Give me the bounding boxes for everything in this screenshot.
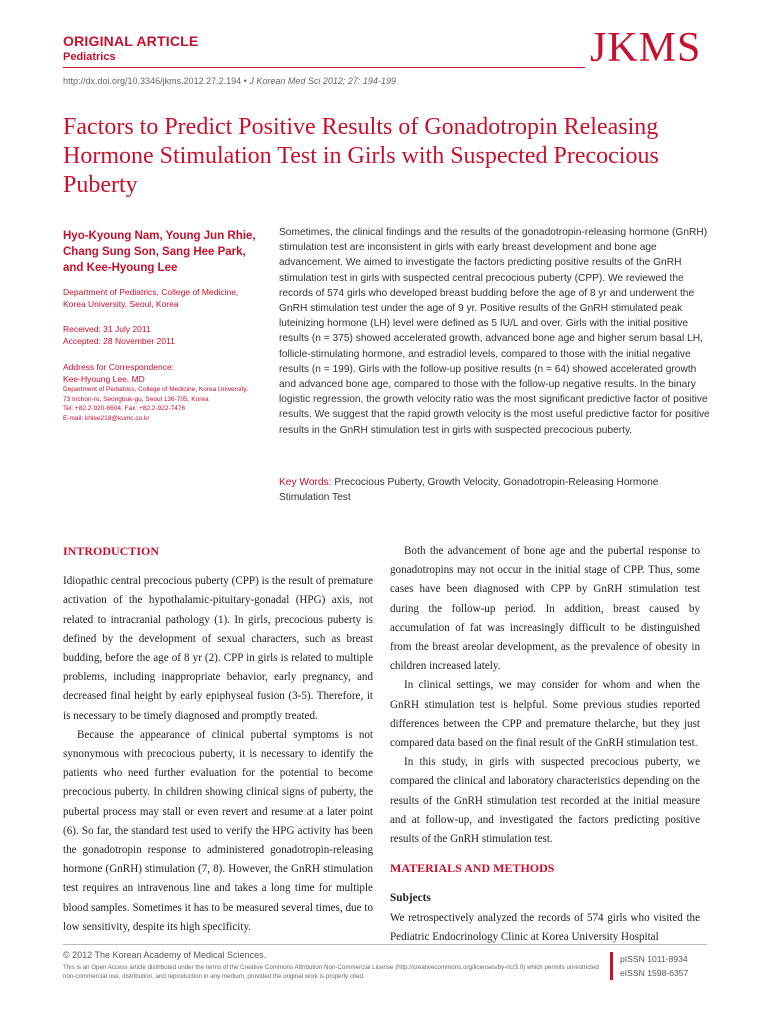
- correspondence-details: [63, 385, 268, 423]
- intro-paragraph-4: In clinical settings, we may consider for whom and when the GnRH stimulation test is helpful. Some previous studies reported differences between the CPP and premature thelarche, but they just compared data based on the final result of the GnRH stimulation test.: [390, 679, 700, 750]
- correspondence-email[interactable]: E-mail: khlee218@kumc.co.kr: [63, 414, 150, 422]
- keywords-label: Key Words:: [279, 477, 332, 488]
- issn-block: [620, 952, 688, 980]
- correspondence-block: [63, 361, 263, 385]
- article-title: Factors to Predict Positive Results of Gonadotropin Releasing Hormone Stimulation Test in Girls with Suspected Precocious Puberty: [63, 114, 659, 198]
- keywords-block: [279, 475, 711, 505]
- article-type-label: ORIGINAL ARTICLE: [63, 33, 199, 49]
- footer-divider: [63, 944, 707, 945]
- affiliation: Department of Pediatrics, College of Medicine, Korea University, Seoul, Korea: [63, 287, 239, 309]
- intro-paragraph-5: In this study, in girls with suspected precocious puberty, we compared the clinical and laboratory characteristics depending on the results of the GnRH stimulation test recorded at the initial measure and at follow-up, and investigated the factors predicting positive results of the GnRH stimulation test.: [390, 756, 700, 846]
- journal-citation: J Korean Med Sci 2012; 27: 194-199: [249, 76, 396, 86]
- intro-paragraph-1: Idiopathic central precocious puberty (CPP) is the result of premature activation of the hypothalamic-pituitary-gonadal (HPG) axis, not related to intracranial pathology (1). In girls, precocious puberty is defined by the development of sexual characters, such as breast budding, before the age of 8 yr (2). CPP in girls is related to multiple problems, including inappropriate behavior, early pregnancy, and decreased final height by early epiphyseal fusion (3-5). Therefore, it is necessary to be timely diagnosed and promptly treated.: [63, 575, 373, 722]
- keywords: Precocious Puberty, Growth Velocity, Gonadotropin-Releasing Hormone Stimulation Test: [279, 477, 659, 504]
- doi-link[interactable]: http://dx.doi.org/10.3346/jkms.2012.27.2.194: [63, 76, 242, 86]
- received-date: Received: 31 July 2011: [63, 324, 151, 334]
- correspondence-department: Department of Pediatrics, College of Medicine, Korea University,: [63, 386, 248, 393]
- correspondence-label: Address for Correspondence:: [63, 362, 175, 372]
- introduction-heading: INTRODUCTION: [63, 544, 160, 558]
- journal-logo: JKMS: [590, 25, 702, 71]
- article-dates: [63, 323, 263, 347]
- subjects-heading: Subjects: [390, 892, 431, 905]
- license-text: This is an Open Access article distributed under the terms of the Creative Commons Attribution Non-Commercial License (http://creativecommons.org/licenses/by-nc/3.0) which permits unrestricted non-commercial use, distribution, and reproduction in any medium, provided the original work is properly cited.: [63, 964, 599, 980]
- eissn: eISSN 1598-6357: [620, 968, 689, 978]
- body-column-left: [63, 542, 373, 937]
- copyright-notice: © 2012 The Korean Academy of Medical Sciences.: [63, 950, 267, 960]
- methods-heading: MATERIALS AND METHODS: [390, 861, 555, 876]
- section-spacer: [390, 849, 700, 859]
- citation-separator: •: [243, 76, 247, 86]
- intro-paragraph-2: Because the appearance of clinical pubertal symptoms is not synonymous with precocious puberty, it is necessary to identify the patients who need further evaluation for the potential to become precocious puberty. In children showing clinical signs of puberty, the pubertal process may stall or even revert and resume at a later point (6). So far, the standard test used to verify the HPG activity has been the gonadotropin response to administered gonadotropin-releasing hormone (GnRH) stimulation (7, 8). However, the GnRH stimulation test requires an intravenous line and takes a long time for multiple blood samples. Sometimes it has to be measured several times, due to low sensitivity, despite its high specificity.: [63, 728, 373, 933]
- intro-paragraph-3: Both the advancement of bone age and the pubertal response to gonadotropins may not occur in the initial stage of CPP. Thus, some cases have been diagnosed with CPP by GnRH stimulation test during the follow-up period. In addition, breast caused by accumulation of fat was increasingly difficult to be distinguished from the breast areolar development, as the prevalence of obesity in children increased lately.: [390, 545, 700, 673]
- correspondence-phone: Tel: +82.2-920-6604, Fax: +82.2-922-7476: [63, 405, 186, 412]
- correspondent-name: Kee-Hyoung Lee, MD: [63, 374, 145, 384]
- section-label: Pediatrics: [63, 51, 116, 63]
- subjects-paragraph: We retrospectively analyzed the records of 574 girls who visited the Pediatric Endocrinology Clinic at Korea University Hospital: [390, 911, 700, 943]
- citation-line: [63, 76, 396, 86]
- author-list: Hyo-Kyoung Nam, Young Jun Rhie, Chang Sung Son, Sang Hee Park, and Kee-Hyoung Lee: [63, 230, 256, 274]
- accepted-date: Accepted: 28 November 2011: [63, 336, 175, 346]
- footer-accent-bar: [610, 952, 613, 980]
- pissn: pISSN 1011-8934: [620, 954, 688, 964]
- abstract: Sometimes, the clinical findings and the results of the gonadotropin-releasing hormone (GnRH) stimulation test are inconsistent in girls with early breast development and bone age advancement. We aimed to investigate the factors predicting positive results of the GnRH stimulation test in girls with suspected central precocious puberty (CPP). We reviewed the records of 574 girls who developed breast budding before the age of 8 yr and underwent the GnRH stimulation test under the age of 9 yr. Positive results of the GnRH stimulated peak luteinizing hormone (LH) level were defined as 5 IU/L and over. Girls with the initial positive results (n = 375) showed accelerated growth, advanced bone age and higher serum basal LH, follicle-stimulating hormone, and estradiol levels, compared to those with the initial negative results (n = 199). Girls with the follow-up positive results (n = 64) showed accelerated growth and advanced bone age, compared to those with the follow-up negative results. In the binary logistic regression, the growth velocity ratio was the most significant predictive factor of positive results. We suggest that the rapid growth velocity is the most useful predictive factor for positive results in the GnRH stimulation test in girls with suspected precocious puberty.: [279, 227, 710, 436]
- correspondence-address: 73 Inchon-ro, Seongbuk-gu, Seoul 136-705, Korea: [63, 395, 209, 403]
- header-divider: [63, 67, 585, 68]
- body-column-right: [390, 542, 700, 947]
